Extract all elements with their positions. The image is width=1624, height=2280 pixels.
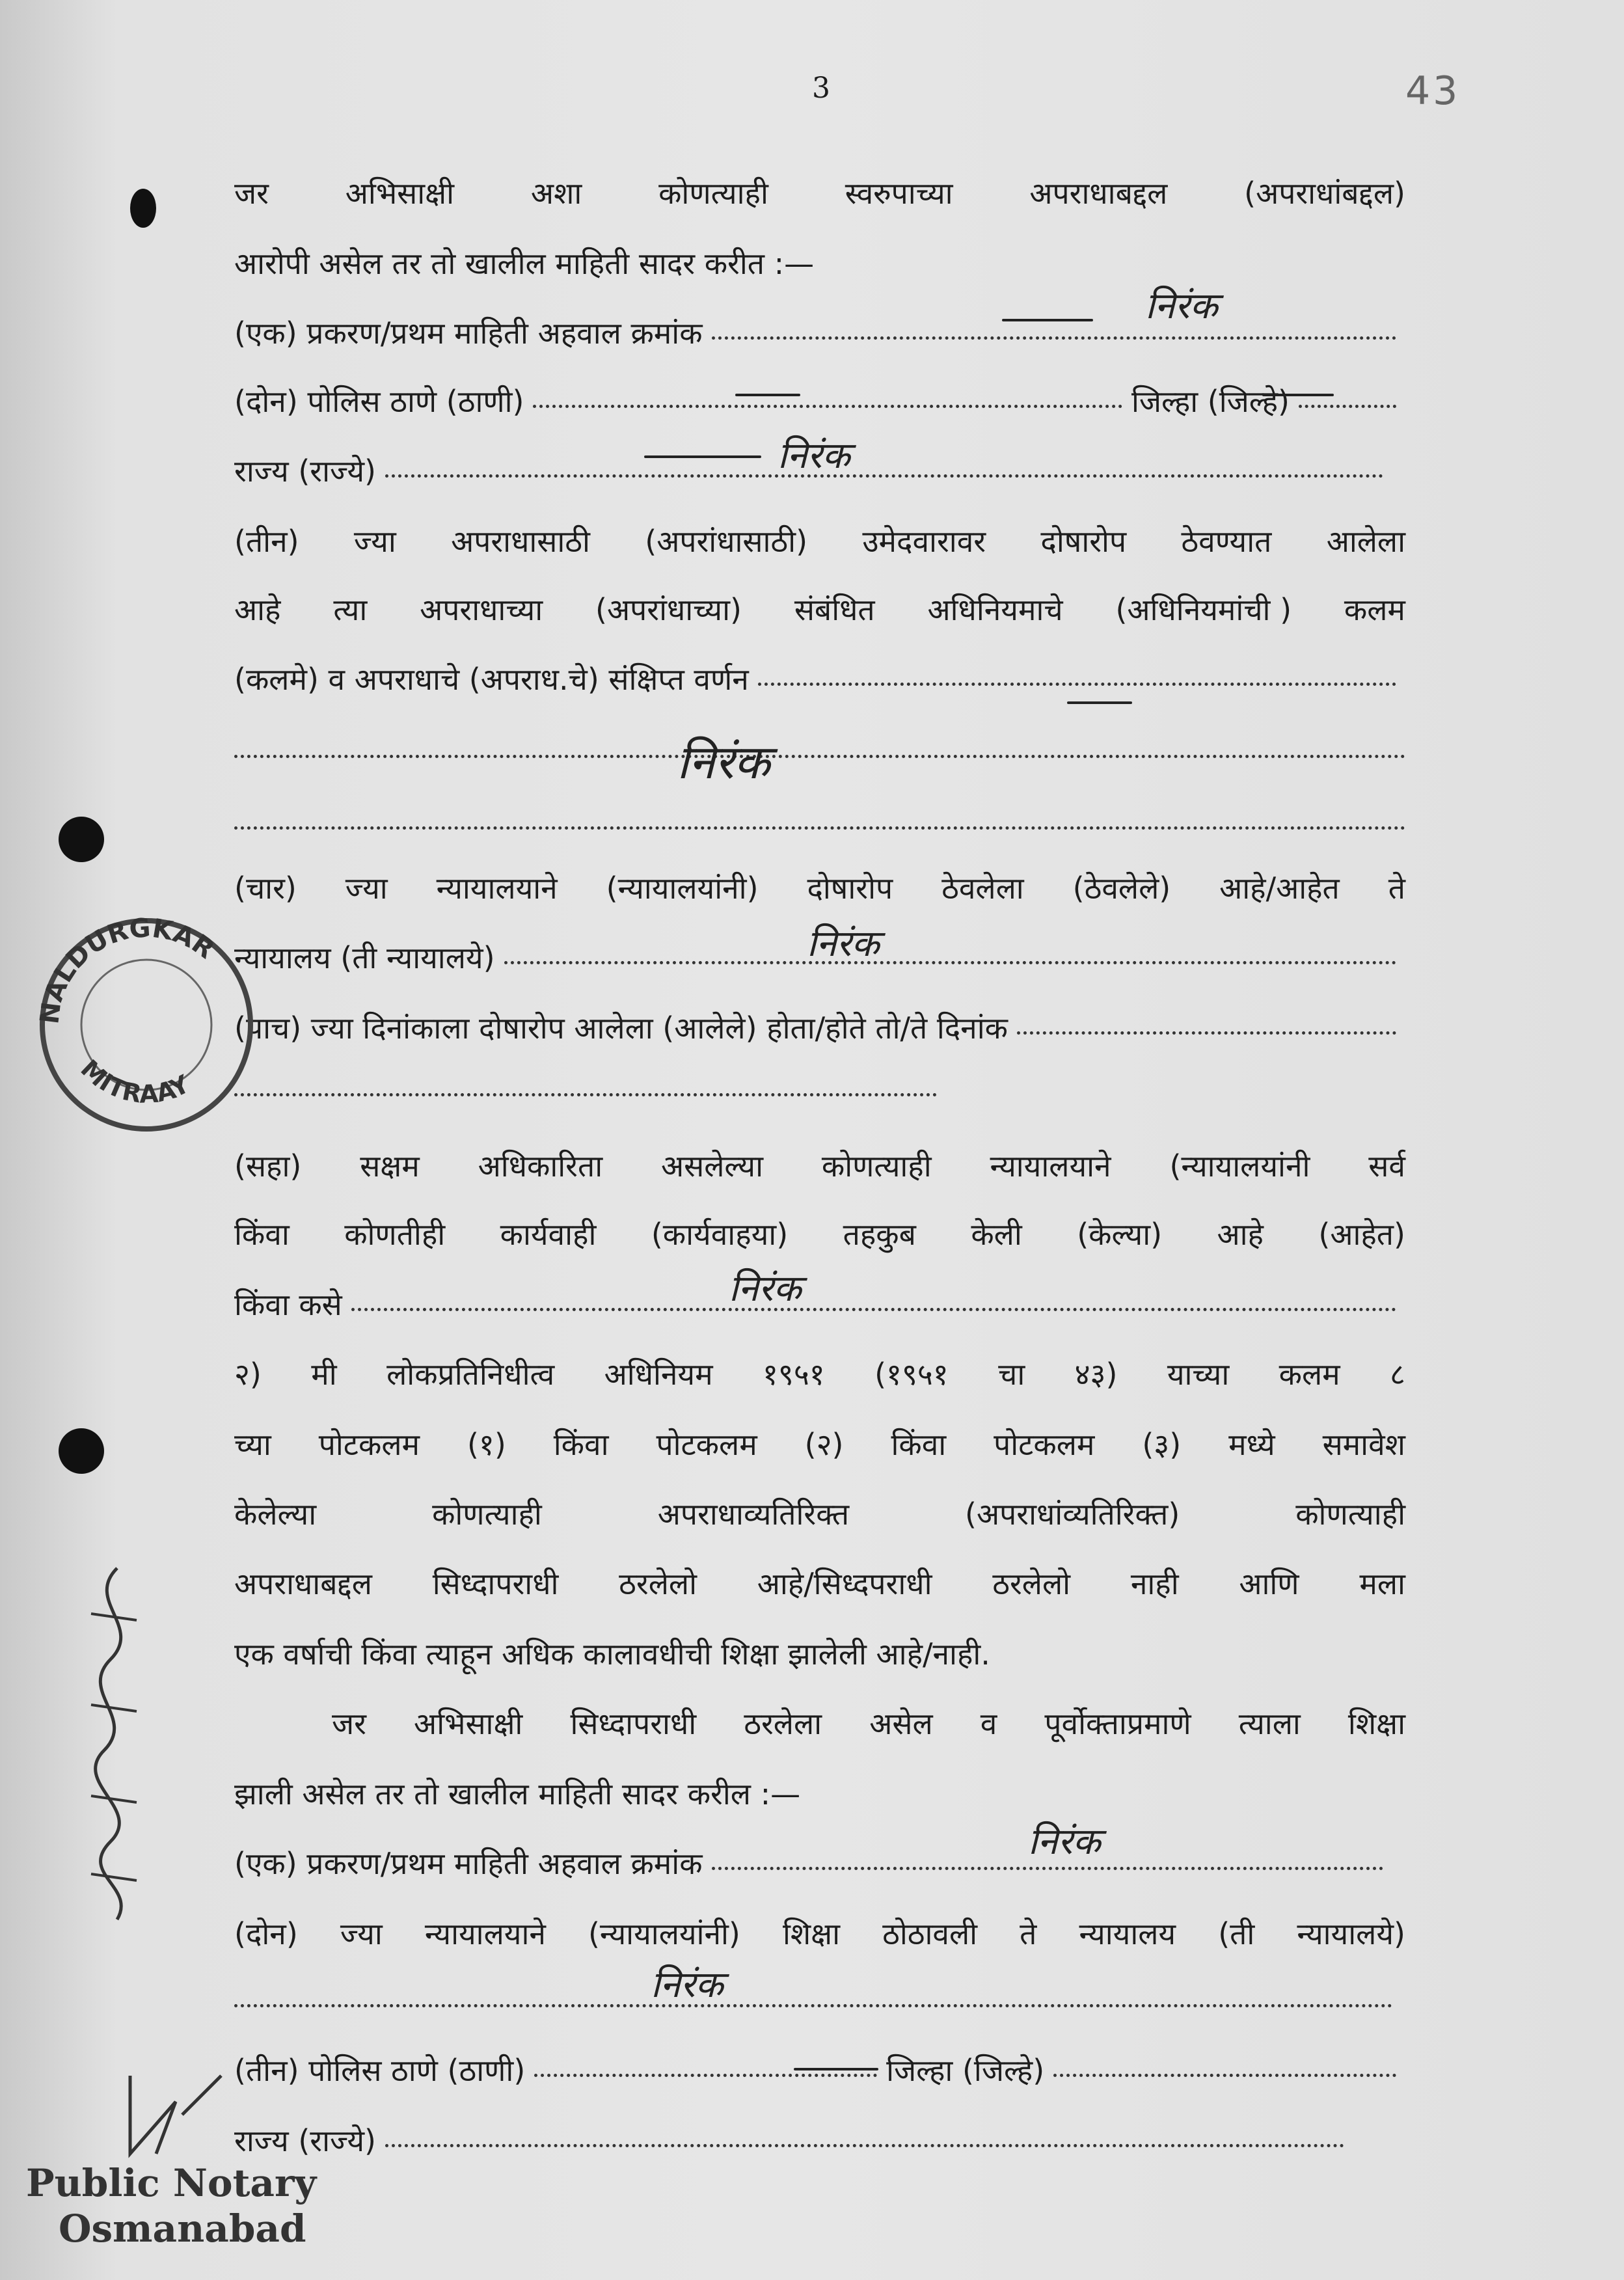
word: (तीन) xyxy=(234,524,299,559)
word: अपराधाच्या xyxy=(420,592,543,627)
text-line-25: राज्य (राज्ये) xyxy=(234,2120,1353,2160)
word: (कार्यवाहया) xyxy=(651,1217,789,1252)
text-line-24: (तीन) पोलिस ठाणे (ठाणी) जिल्हा (जिल्हे) xyxy=(234,2050,1405,2090)
word: न्यायालयाने xyxy=(436,871,558,906)
word: ८ xyxy=(1390,1357,1405,1392)
handwritten-nil-1: निरंक xyxy=(1145,285,1218,327)
word: (न्यायालयांनी) xyxy=(588,1916,740,1951)
word: अधिनियम xyxy=(604,1357,713,1392)
handwritten-dash xyxy=(1262,394,1334,396)
word: कोणत्याही xyxy=(658,176,768,211)
text-line-15 xyxy=(234,1353,1405,1394)
text-line-20 xyxy=(332,1703,1405,1743)
handwritten-dash xyxy=(644,455,761,458)
word: शिक्षा xyxy=(1347,1706,1405,1741)
text-line-18 xyxy=(234,1563,1405,1603)
handwritten-nil-7: निरंक xyxy=(651,1964,724,2006)
word: अपराधाव्यतिरिक्त xyxy=(657,1497,850,1532)
word: (ठेवलेले) xyxy=(1072,871,1171,906)
svg-text:MITRAAY xyxy=(75,1054,195,1109)
word: आहे/आहेत xyxy=(1219,871,1340,906)
punch-hole-top xyxy=(130,189,156,228)
word: ठरलेलो xyxy=(992,1566,1071,1601)
word: (केल्या) xyxy=(1077,1217,1163,1252)
word: (न्यायालयांनी) xyxy=(606,871,759,906)
word: पूर्वोक्ताप्रमाणे xyxy=(1044,1706,1191,1741)
word: ते xyxy=(1020,1916,1037,1951)
handwritten-dash xyxy=(1067,701,1132,704)
word: असलेल्या xyxy=(660,1148,764,1184)
punch-hole-lower xyxy=(59,1428,104,1474)
text-line-16 xyxy=(234,1424,1405,1464)
notary-line-2: Osmanabad xyxy=(59,2206,306,2251)
word: ठेवण्यात xyxy=(1181,524,1272,559)
text-line-12 xyxy=(234,1145,1405,1186)
word: अपराधाबद्दल xyxy=(234,1566,372,1601)
dotted-line xyxy=(234,1093,937,1096)
handwritten-nil-2: निरंक xyxy=(778,435,850,477)
round-seal-stamp xyxy=(33,911,260,1139)
word: मला xyxy=(1359,1566,1405,1601)
word: पोटकलम xyxy=(656,1427,757,1462)
word: कलम xyxy=(1344,592,1405,627)
text-line-14: किंवा कसे xyxy=(234,1284,1405,1324)
word: ठरलेलो xyxy=(619,1566,697,1601)
word: अभिसाक्षी xyxy=(414,1706,523,1741)
word: कलम xyxy=(1279,1357,1340,1392)
handwritten-dash xyxy=(794,2068,878,2070)
word: पोटकलम xyxy=(318,1427,420,1462)
word: न्यायालयाने xyxy=(990,1148,1111,1184)
text-line-13 xyxy=(234,1214,1405,1254)
word: (अपरांधाच्या) xyxy=(595,592,742,627)
word: सर्व xyxy=(1368,1148,1405,1184)
word: केली xyxy=(971,1217,1022,1252)
word: दोषारोप xyxy=(1040,524,1127,559)
handwritten-nil-6: निरंक xyxy=(1028,1821,1101,1863)
word: कोणत्याही xyxy=(432,1497,542,1532)
word: (ती xyxy=(1218,1916,1255,1951)
word: असेल xyxy=(869,1706,933,1741)
text-line-10: न्यायालय (ती न्यायालये) xyxy=(234,937,1405,977)
word: किंवा xyxy=(891,1427,947,1462)
word: (अपराधांबद्दल) xyxy=(1244,176,1405,211)
text-line-2: आरोपी असेल तर तो खालील माहिती सादर करीत :— xyxy=(234,246,815,281)
word: तहकुब xyxy=(843,1217,916,1252)
word: त्या xyxy=(333,592,368,627)
word: जर xyxy=(234,176,269,211)
text-line-8: (कलमे) व अपराधाचे (अपराध.चे) संक्षिप्त वर्णन xyxy=(234,658,1405,699)
word: केलेल्या xyxy=(234,1497,317,1532)
word: (आहेत) xyxy=(1318,1217,1405,1252)
handwritten-nil-3: निरंक xyxy=(677,735,770,789)
word: कार्यवाही xyxy=(500,1217,597,1252)
word: (चार) xyxy=(234,871,297,906)
word: किंवा xyxy=(553,1427,609,1462)
word: अपराधाबद्दल xyxy=(1029,176,1168,211)
word: स्वरुपाच्या xyxy=(845,176,953,211)
word: सिध्दापराधी xyxy=(570,1706,697,1741)
word: (अपरांधासाठी) xyxy=(645,524,808,559)
text-line-7 xyxy=(234,589,1405,629)
word: (१) xyxy=(467,1427,506,1462)
text-line-4: (दोन) पोलिस ठाणे (ठाणी) जिल्हा (जिल्हे) xyxy=(234,381,1405,421)
text-line-21: झाली असेल तर तो खालील माहिती सादर करील :— xyxy=(234,1776,801,1812)
dotted-line xyxy=(234,826,1405,830)
dotted-line xyxy=(234,2004,1392,2007)
word: अधिकारिता xyxy=(478,1148,603,1184)
word: ४३) xyxy=(1074,1357,1118,1392)
word: उमेदवारावर xyxy=(862,524,986,559)
word: त्याला xyxy=(1238,1706,1301,1741)
word: आलेला xyxy=(1326,524,1405,559)
text-line-6 xyxy=(234,521,1405,561)
word: दोषारोप xyxy=(807,871,893,906)
word: ठोठावली xyxy=(882,1916,978,1951)
word: (१९५१ xyxy=(874,1357,949,1392)
word: नाही xyxy=(1130,1566,1179,1601)
word: च्या xyxy=(234,1427,271,1462)
word: व xyxy=(980,1706,997,1741)
handwritten-nil-4: निरंक xyxy=(807,923,880,965)
word: सक्षम xyxy=(360,1148,420,1184)
word: न्यायालय xyxy=(1079,1916,1176,1951)
word: अपराधासाठी xyxy=(451,524,590,559)
word: सिध्दापराधी xyxy=(432,1566,559,1601)
signature-mark xyxy=(117,2063,234,2167)
notary-line-1: Public Notary xyxy=(26,2161,317,2205)
corner-page-mark: 43 xyxy=(1405,68,1461,114)
word: (अपराधांव्यतिरिक्त) xyxy=(965,1497,1180,1532)
text-line-5: राज्य (राज्ये) xyxy=(234,450,1392,491)
word: पोटकलम xyxy=(994,1427,1095,1462)
notary-stamp xyxy=(26,2160,316,2251)
word: न्यायालये) xyxy=(1297,1916,1405,1951)
word: आहे xyxy=(1217,1217,1264,1252)
word: शिक्षा xyxy=(782,1916,841,1951)
word: (अधिनियमांची ) xyxy=(1115,592,1292,627)
handwritten-dash xyxy=(1002,319,1093,321)
word: २) xyxy=(234,1357,262,1392)
handwritten-dash xyxy=(735,394,800,396)
text-line-17 xyxy=(234,1493,1405,1534)
text-line-23 xyxy=(234,1913,1405,1953)
side-signature xyxy=(72,1562,163,1926)
word: (सहा) xyxy=(234,1148,302,1184)
seal-top-text: NALDURGKAR xyxy=(34,913,220,1026)
text-line-1 xyxy=(234,172,1405,213)
word: ज्या xyxy=(340,1916,383,1951)
word: ठरलेला xyxy=(744,1706,822,1741)
word: ठेवलेला xyxy=(941,871,1024,906)
word: ज्या xyxy=(345,871,388,906)
word: संबंधित xyxy=(794,592,875,627)
word: चा xyxy=(998,1357,1025,1392)
text-line-3: (एक) प्रकरण/प्रथम माहिती अहवाल क्रमांक xyxy=(234,312,1405,353)
word: आहे/सिध्दपराधी xyxy=(757,1566,932,1601)
text-line-22: (एक) प्रकरण/प्रथम माहिती अहवाल क्रमांक xyxy=(234,1843,1392,1883)
text-line-9 xyxy=(234,867,1405,908)
word: आहे xyxy=(234,592,281,627)
word: मी xyxy=(311,1357,337,1392)
word: जर xyxy=(332,1706,366,1741)
word: आणि xyxy=(1239,1566,1299,1601)
word: लोकप्रतिनिधीत्व xyxy=(386,1357,555,1392)
word: ते xyxy=(1388,871,1405,906)
word: कोणत्याही xyxy=(1295,1497,1405,1532)
dotted-line xyxy=(234,755,1405,758)
word: १९५१ xyxy=(763,1357,825,1392)
page-number: 3 xyxy=(812,72,830,105)
svg-text:NALDURGKAR xyxy=(34,913,220,1025)
word: कोणत्याही xyxy=(821,1148,932,1184)
text-line-19: एक वर्षाची किंवा त्याहून अधिक कालावधीची शिक्षा झालेली आहे/नाही. xyxy=(234,1636,990,1672)
word: (दोन) xyxy=(234,1916,298,1951)
word: याच्या xyxy=(1167,1357,1230,1392)
word: अशा xyxy=(530,176,582,211)
word: मध्ये xyxy=(1228,1427,1275,1462)
word: अभिसाक्षी xyxy=(345,176,455,211)
seal-bottom-text: MITRAAY xyxy=(75,1054,195,1109)
word: किंवा xyxy=(234,1217,290,1252)
word: ज्या xyxy=(353,524,396,559)
punch-hole-middle xyxy=(59,817,104,862)
word: (३) xyxy=(1142,1427,1182,1462)
word: (२) xyxy=(804,1427,844,1462)
word: न्यायालयाने xyxy=(424,1916,546,1951)
text-line-11: (पाच) ज्या दिनांकाला दोषारोप आलेला (आलेले) होता/होते तो/ते दिनांक xyxy=(234,1007,1405,1048)
word: कोणतीही xyxy=(344,1217,446,1252)
word: समावेश xyxy=(1322,1427,1405,1462)
word: (न्यायालयांनी xyxy=(1169,1148,1310,1184)
word: अधिनियमाचे xyxy=(927,592,1063,627)
handwritten-nil-5: निरंक xyxy=(729,1268,802,1310)
